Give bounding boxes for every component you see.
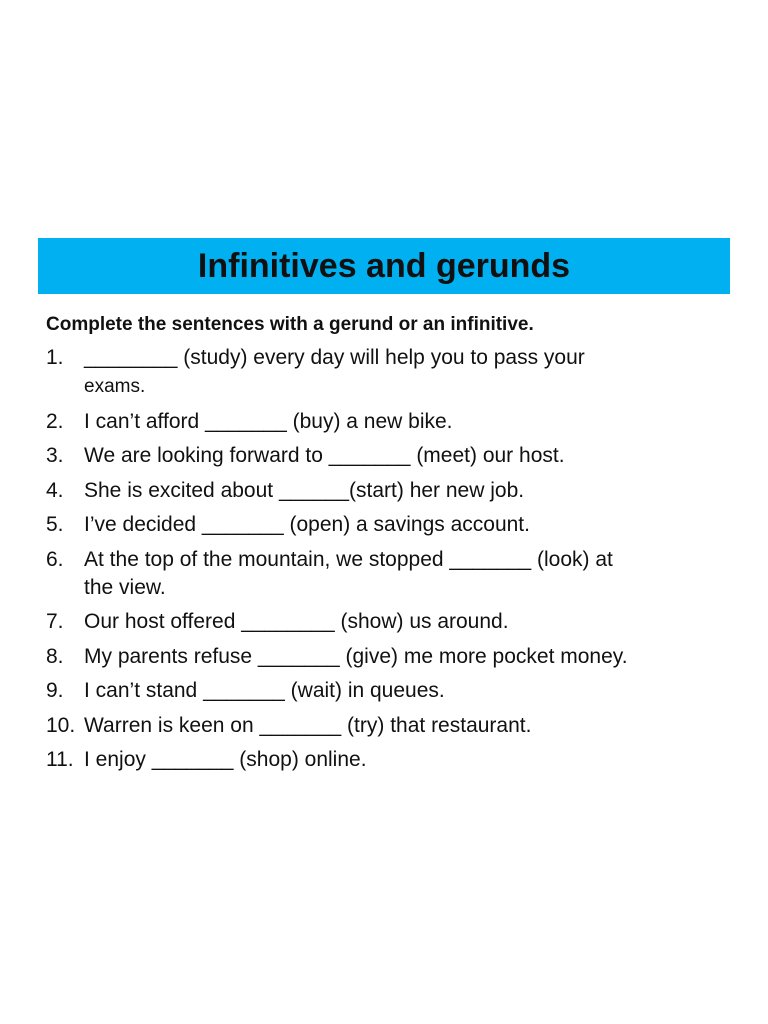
- item-sentence-continuation: exams.: [84, 376, 146, 397]
- item-sentence: Our host offered ________ (show) us around.: [84, 610, 509, 633]
- list-item: [46, 408, 726, 436]
- list-item: [46, 511, 726, 539]
- worksheet-content: [46, 312, 726, 781]
- list-item: [46, 608, 726, 636]
- item-sentence: My parents refuse _______ (give) me more pocket money.: [84, 644, 628, 668]
- list-item: [46, 712, 726, 740]
- item-sentence: ________ (study) every day will help you to pass your: [84, 346, 585, 369]
- item-sentence: I’ve decided _______ (open) a savings account.: [84, 513, 530, 536]
- item-sentence-continuation: the view.: [84, 575, 166, 599]
- list-item: [46, 677, 726, 705]
- item-sentence: At the top of the mountain, we stopped _______ (look) at: [84, 547, 613, 571]
- item-number: 9.: [46, 679, 64, 702]
- item-sentence: I enjoy _______ (shop) online.: [84, 748, 367, 771]
- item-sentence: I can’t stand _______ (wait) in queues.: [84, 679, 445, 702]
- item-number: 4.: [46, 478, 64, 502]
- page-title: Infinitives and gerunds: [197, 246, 571, 285]
- item-text: [84, 546, 726, 602]
- item-number: 6.: [46, 547, 64, 571]
- item-number: 2.: [46, 409, 64, 433]
- item-number: 5.: [46, 513, 64, 536]
- item-number: 3.: [46, 444, 64, 467]
- title-banner: [38, 238, 730, 294]
- item-number: 7.: [46, 610, 64, 633]
- item-number: 11.: [46, 748, 74, 771]
- item-sentence: I can’t afford _______ (buy) a new bike.: [84, 409, 453, 433]
- list-item: [46, 643, 726, 671]
- item-number: 8.: [46, 644, 64, 668]
- item-text: [84, 344, 726, 401]
- instructions: Complete the sentences with a gerund or an infinitive.: [46, 314, 534, 335]
- list-item: [46, 344, 726, 401]
- item-sentence: We are looking forward to _______ (meet) our host.: [84, 444, 565, 467]
- item-number: 10.: [46, 713, 76, 737]
- list-item: [46, 546, 726, 602]
- exercise-list: [46, 344, 726, 774]
- list-item: [46, 477, 726, 505]
- list-item: [46, 442, 726, 470]
- item-sentence: Warren is keen on _______ (try) that restaurant.: [84, 713, 532, 737]
- item-number: 1.: [46, 346, 64, 369]
- item-sentence: She is excited about ______(start) her new job.: [84, 478, 525, 502]
- list-item: [46, 746, 726, 774]
